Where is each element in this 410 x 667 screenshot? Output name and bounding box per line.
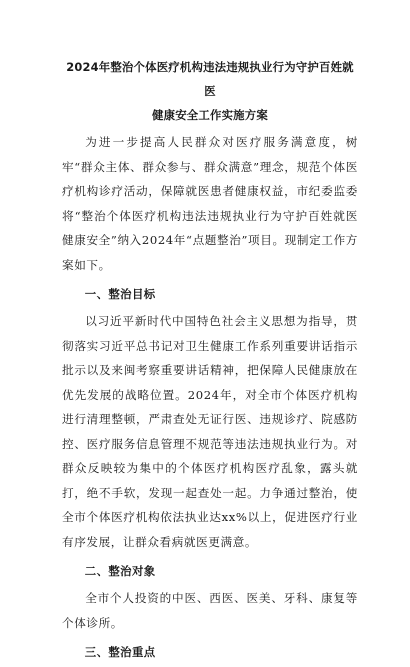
section-heading-focus: 三、整治重点 bbox=[84, 645, 156, 659]
document-page bbox=[62, 55, 358, 667]
document-title bbox=[62, 55, 358, 127]
title-line-1: 2024年整治个体医疗机构违法违规执业行为守护百姓就医 bbox=[66, 60, 354, 98]
title-line-2: 健康安全工作实施方案 bbox=[152, 108, 268, 122]
section-heading-goals: 一、整治目标 bbox=[84, 287, 156, 301]
section-goals-body: 以习近平新时代中国特色社会主义思想为指导，贯彻落实习近平总书记对卫生健康工作系列重要讲话指示批示以及来闽考察重要讲话精神，把保障人民健康放在优先发展的战略位置。2024年，对全市个体医疗机构进行清理整顿，严肃查处无证行医、违规诊疗、院感防控、医疗服务信息管理不规范等违法违规执业行为。对群众反映较为集中的个体医疗机构医疗乱象，露头就打，绝不手软，发现一起查处一起。力争通过整治，使全市个体医疗机构依法执业达xx%以上，促进医疗行业有序发展，让群众看病就医更满意。 bbox=[62, 314, 358, 549]
section-heading-targets: 二、整治对象 bbox=[84, 564, 156, 578]
intro-paragraph: 为进一步提高人民群众对医疗服务满意度，树牢“群众主体、群众参与、群众满意”理念，规范个体医疗机构诊疗活动，保障就医患者健康权益，市纪委监委将“整治个体医疗机构违法违规执业行为守护百姓就医健康安全”纳入2024年“点题整治”项目。现制定工作方案如下。 bbox=[62, 135, 358, 272]
section-targets-body: 全市个人投资的中医、西医、医美、牙科、康复等个体诊所。 bbox=[62, 591, 358, 630]
